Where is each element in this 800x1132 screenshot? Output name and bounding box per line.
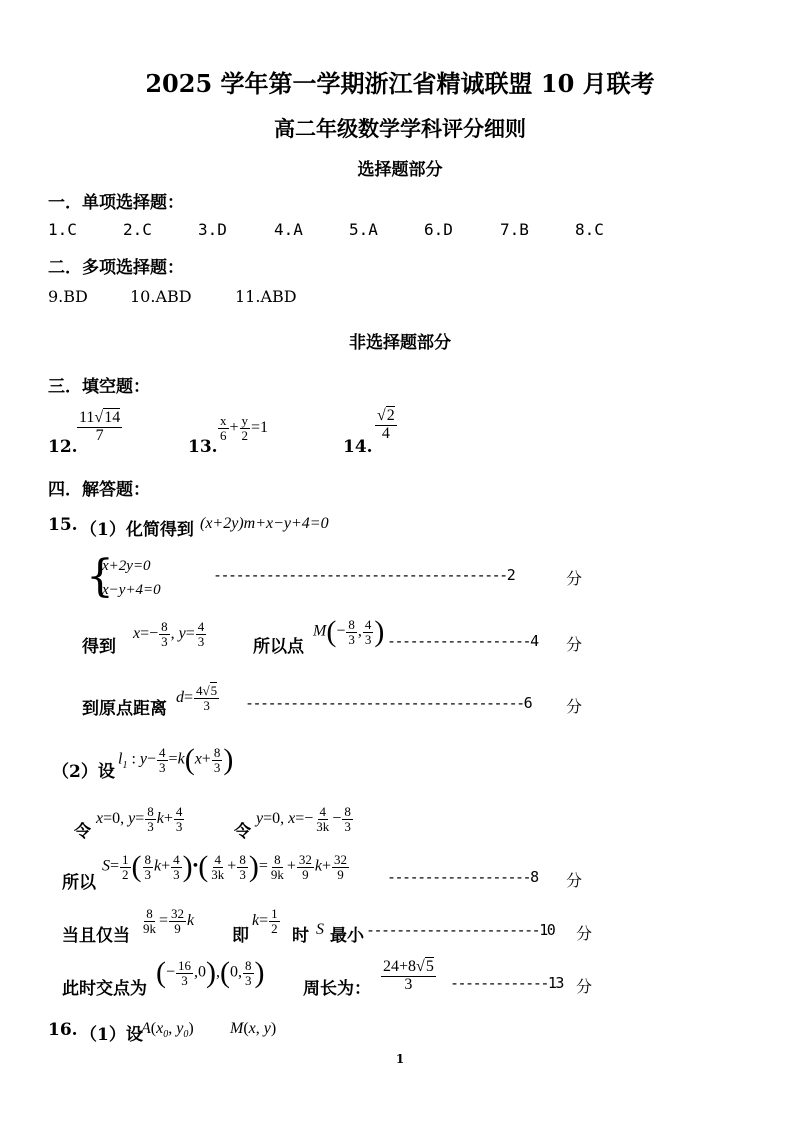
equality-condition: $\frac{8}{9k}$ = $\frac{32}{9}$ k — [143, 906, 195, 936]
point-m: M(− $\frac{8}{3}$ , $\frac{4}{3}$ ) — [313, 615, 385, 648]
system-eq-2: x−y+4=0 — [102, 582, 161, 598]
solutions-heading: 四．解答题： — [48, 480, 150, 500]
so-point-label: 所以点 — [253, 637, 304, 657]
k-value: k= $\frac{1}{2}$ — [252, 906, 278, 936]
q15-simplified-expression: (x+2y)m+x−y+4=0 — [200, 515, 329, 532]
solution-xy: x=− $\frac{8}{3}$ , y= $\frac{4}{3}$ — [133, 619, 205, 649]
score-dashes-8: -------------------8 — [387, 868, 538, 886]
point-a: $A(x_0$, $y_0$) — [141, 1020, 194, 1041]
answer-4: 4.A — [274, 220, 303, 239]
point-m-xy: M(x, y) — [230, 1020, 277, 1037]
score-dashes-4: -------------------4 — [387, 632, 538, 650]
distance-value: d= $\frac{4√5}{3}$ — [176, 683, 218, 713]
intersection-label: 此时交点为 — [62, 979, 147, 999]
q13-answer: $\frac{x}{6}$ + $\frac{y}{2}$ =1 — [220, 413, 269, 443]
score-label-10: 分 — [576, 924, 593, 943]
score-dashes-6: -------------------------------------6 — [245, 694, 532, 712]
score-label-8: 分 — [566, 871, 583, 890]
answer-8: 8.C — [575, 220, 604, 239]
answer-6: 6.D — [424, 220, 453, 239]
perimeter-label: 周长为： — [303, 979, 371, 999]
score-label-2: 分 — [566, 569, 583, 588]
q12-answer: $\frac{11√14}{7}$ — [79, 409, 121, 444]
exam-title: 2025 学年第一学期浙江省精诚联盟 10 月联考 — [145, 69, 655, 98]
page-number: 1 — [395, 1052, 405, 1066]
single-choice-heading: 一．单项选择题： — [48, 193, 184, 213]
ie-label: 即 — [232, 926, 249, 946]
let-label-1: 令 — [74, 822, 91, 842]
score-label-6: 分 — [566, 697, 583, 716]
got-label: 得到 — [82, 637, 116, 657]
score-dashes-13: -------------13 — [450, 974, 563, 992]
score-dashes-2: ---------------------------------------2 — [213, 566, 515, 584]
answer-7: 7.B — [500, 220, 529, 239]
perimeter-value: $\frac{24+8√5}{3}$ — [383, 958, 434, 993]
shi-label: 时 — [292, 926, 309, 946]
system-eq-1: x+2y=0 — [102, 558, 151, 574]
part-nonchoice-heading: 非选择题部分 — [349, 333, 451, 353]
q15-part1-label: （1）化简得到 — [80, 520, 194, 540]
answer-5: 5.A — [349, 220, 378, 239]
q16-number: 16. — [48, 1020, 78, 1040]
area-expression: S= $\frac{1}{2}$ ( $\frac{8}{3}$ k+ $\frac{4}{3}$ )•( $\frac{4}{3k}$ + $\frac{8}{3}$ )= $\frac{8}{9k}$ + $\frac{32}{9}$ k+ $\frac{32}{9}$ — [102, 850, 348, 883]
when-only-label: 当且仅当 — [62, 926, 130, 946]
answer-3: 3.D — [198, 220, 227, 239]
q15-number: 15. — [48, 515, 78, 535]
answer-11: 11.ABD — [235, 287, 297, 306]
score-dashes-10: -----------------------10 — [366, 921, 555, 939]
q15-part2-label: （2）设 — [52, 762, 115, 782]
answer-10: 10.ABD — [130, 287, 192, 306]
multi-choice-heading: 二．多项选择题： — [48, 258, 184, 278]
so-label: 所以 — [62, 873, 96, 893]
fill-blank-heading: 三．填空题： — [48, 377, 150, 397]
score-label-13: 分 — [576, 977, 593, 996]
intercept-y: x=0, y= $\frac{8}{3}$ k+ $\frac{4}{3}$ — [96, 804, 183, 834]
s-min-label: 最小 — [330, 926, 364, 946]
part-choice-heading: 选择题部分 — [357, 160, 443, 180]
answer-1: 1.C — [48, 220, 77, 239]
exam-subtitle: 高二年级数学学科评分细则 — [274, 116, 526, 141]
q14-answer: $\frac{√2}{4}$ — [377, 407, 395, 442]
let-label-2: 令 — [234, 822, 251, 842]
q13-number: 13. — [188, 437, 218, 457]
answer-9: 9.BD — [48, 287, 88, 306]
q12-number: 12. — [48, 437, 78, 457]
answer-2: 2.C — [123, 220, 152, 239]
q14-number: 14. — [343, 437, 373, 457]
q16-part1-label: （1）设 — [80, 1025, 143, 1045]
intercept-x: y=0, x=− $\frac{4}{3k}$ − $\frac{8}{3}$ — [256, 804, 351, 834]
system-brace: { — [86, 551, 114, 602]
line-l1-equation: $l_1$ : y− $\frac{4}{3}$ =k(x+ $\frac{8}{3}$ ) — [118, 743, 234, 776]
score-label-4: 分 — [566, 635, 583, 654]
intersection-points: (− $\frac{16}{3}$ ,0),(0, $\frac{8}{3}$ ) — [156, 956, 265, 989]
s-symbol: S — [316, 921, 324, 938]
distance-label: 到原点距离 — [82, 699, 167, 719]
